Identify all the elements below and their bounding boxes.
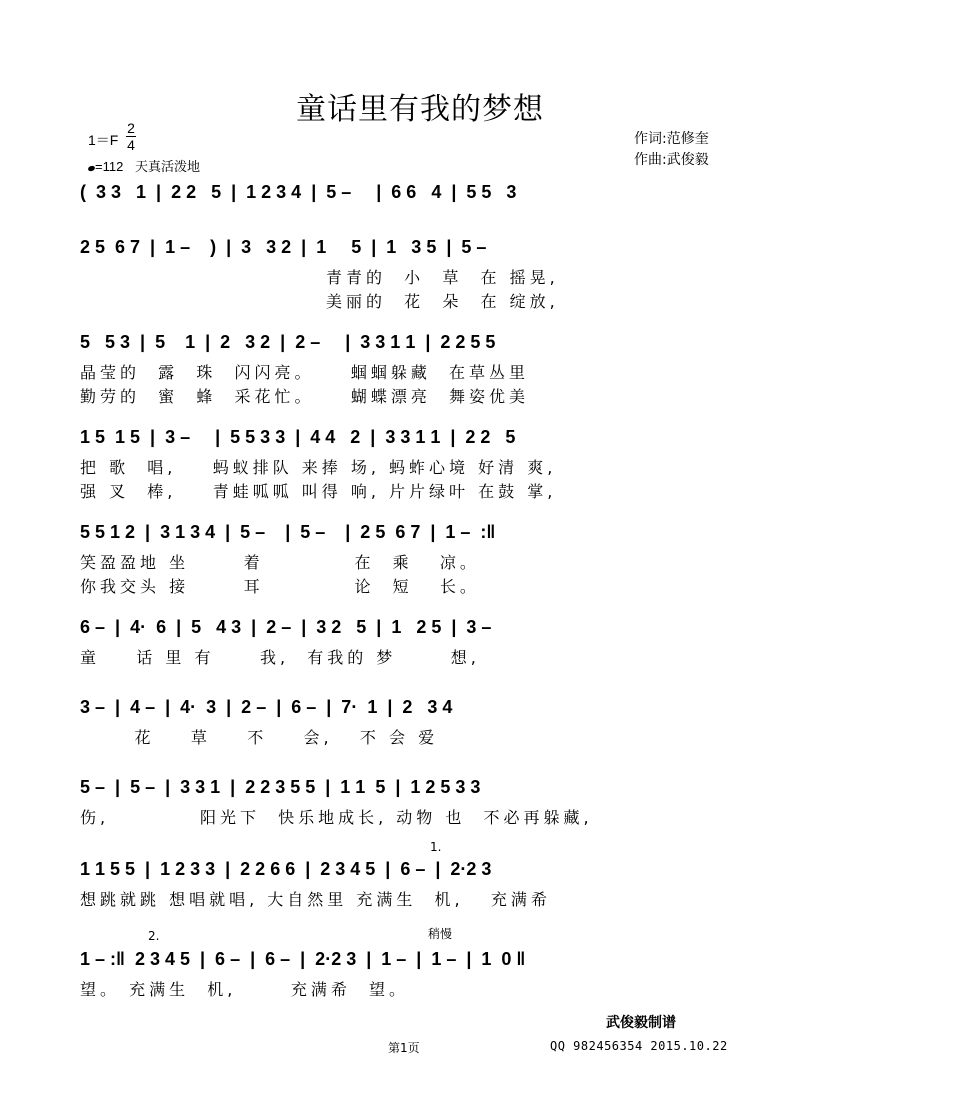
score-line-7 [80, 691, 740, 749]
score-line-2 [80, 231, 740, 313]
lyric-verse1: 晶莹的 露 珠 闪闪亮。 蝈蝈躲藏 在草丛里 [80, 363, 530, 382]
lyric-verse1: 青青的 小 草 在 摇晃, [326, 268, 559, 287]
song-title: 童话里有我的梦想 [296, 92, 544, 127]
lyric-verse2: 美丽的 花 朵 在 绽放, [326, 292, 559, 311]
score-line-3 [80, 326, 740, 408]
lyric-verse1: 花 草 不 会, 不 会 爱 [80, 728, 439, 747]
lyric-verse1: 笑盈盈地 坐 着 在 乘 凉。 [80, 553, 480, 572]
notes: 1 1 5 5 | 1 2 3 3 | 2 2 6 6 | 2 3 4 5 | 6 – | 2·2 3 [80, 859, 492, 879]
score-line-8 [80, 771, 740, 829]
score-line-10 [80, 943, 740, 1001]
lyric-verse1: 望。 充满生 机, 充满希 望。 [80, 980, 410, 999]
second-ending-marker: 2. [148, 929, 160, 943]
notes: 1 5 1 5 | 3 – | 5 5 3 3 | 4 4 2 | 3 3 1 1 | 2 2 5 [80, 427, 516, 447]
slow-marker: 稍慢 [428, 927, 453, 941]
time-signature [126, 120, 136, 153]
lyric-verse2: 你我交头 接 耳 论 短 长。 [80, 577, 480, 596]
expression-mark: 天真活泼地 [134, 159, 200, 174]
composer: 作曲:武俊毅 [634, 152, 709, 168]
lyric-verse1: 想跳就跳 想唱就唱, 大自然里 充满生 机, 充满希 [80, 890, 551, 909]
time-bottom: 4 [127, 137, 135, 153]
footer-info: QQ 982456354 2015.10.22 [550, 1039, 728, 1053]
tempo-marking [88, 156, 200, 175]
notes: 2 5 6 7 | 1 – ) | 3 3 2 | 1 5 | 1 3 5 | 5 – [80, 237, 487, 257]
score-line-1 [80, 176, 740, 210]
score-line-5 [80, 516, 740, 598]
notes: 5 5 1 2 | 3 1 3 4 | 5 – | 5 – | 2 5 6 7 | 1 – :‖ [80, 522, 496, 542]
notes: 1 – :‖ 2 3 4 5 | 6 – | 6 – | 2·2 3 | 1 – | 1 – | 1 0 ‖ [80, 949, 526, 969]
key-signature: 1＝F [88, 132, 119, 148]
score-maker: 武俊毅制谱 [606, 1015, 676, 1031]
time-top: 2 [127, 120, 135, 136]
notes: 3 – | 4 – | 4· 3 | 2 – | 6 – | 7· 1 | 2 3 4 [80, 697, 453, 717]
lyric-verse2: 勤劳的 蜜 蜂 采花忙。 蝴蝶漂亮 舞姿优美 [80, 387, 530, 406]
tempo-value: =112 [95, 159, 124, 174]
score-line-4 [80, 421, 740, 503]
notes: 6 – | 4· 6 | 5 4 3 | 2 – | 3 2 5 | 1 2 5 | 3 – [80, 617, 492, 637]
notes: 5 – | 5 – | 3 3 1 | 2 2 3 5 5 | 1 1 5 | 1 2 5 3 3 [80, 777, 481, 797]
lyric-verse1: 伤, 阳光下 快乐地成长, 动物 也 不必再躲藏, [80, 808, 593, 827]
lyric-verse2: 强 叉 棒, 青蛙呱呱 叫得 响, 片片绿叶 在鼓 掌, [80, 482, 557, 501]
first-ending-marker: 1. [430, 840, 442, 854]
lyric-verse1: 童 话 里 有 我, 有我的 梦 想, [80, 648, 480, 667]
score-line-6 [80, 611, 740, 669]
score-line-9 [80, 853, 740, 911]
lyric-verse1: 把 歌 唱, 蚂蚁排队 来捧 场, 蚂蚱心境 好清 爽, [80, 458, 557, 477]
page-number: 第1页 [388, 1041, 420, 1055]
notes: 5 5 3 | 5 1 | 2 3 2 | 2 – | 3 3 1 1 | 2 2 5 5 [80, 332, 496, 352]
notes: ( 3 3 1 | 2 2 5 | 1 2 3 4 | 5 – | 6 6 4 | 5 5 3 [80, 182, 517, 202]
lyricist: 作词:范修奎 [634, 131, 709, 147]
